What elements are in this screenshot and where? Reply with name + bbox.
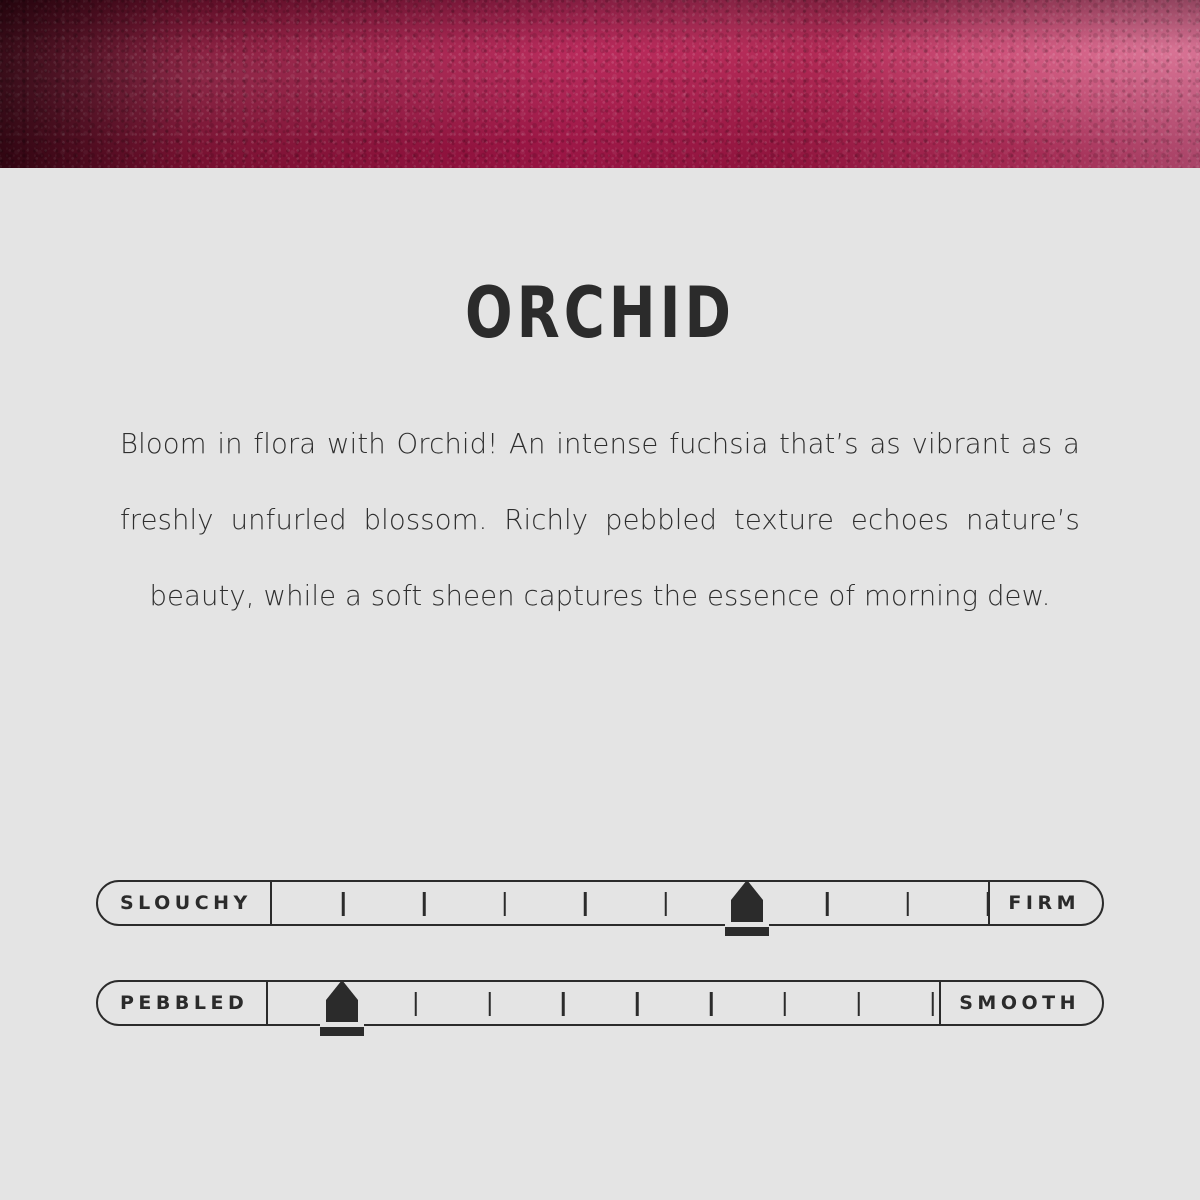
page-title: ORCHID (464, 272, 735, 354)
attribute-sliders (0, 880, 1200, 1080)
swatch-vignette (0, 0, 1200, 168)
slider-structure[interactable] (96, 880, 1104, 980)
slider-texture-ticks[interactable] (268, 982, 939, 1024)
tick (784, 992, 787, 1016)
tick (488, 992, 491, 1016)
handle-body (326, 1000, 358, 1022)
tick (423, 892, 426, 916)
handle-body (731, 900, 763, 922)
tick (857, 992, 860, 1016)
tick (826, 892, 829, 916)
handle-base (320, 1027, 364, 1036)
tick (503, 892, 506, 916)
slider-structure-right-label: FIRM (988, 882, 1102, 924)
tick (342, 892, 345, 916)
color-description: Bloom in flora with Orchid! An intense fuchsia that’s as vibrant as a freshly unfurled blossom. Richly pebbled texture echoes nature’s beauty, while a soft sheen captures the essence of morning dew. (120, 428, 1080, 612)
slider-texture[interactable] (96, 980, 1104, 1080)
handle-base (725, 927, 769, 936)
tick (710, 992, 713, 1016)
slider-texture-right-label: SMOOTH (939, 982, 1102, 1024)
slider-structure-handle[interactable] (725, 880, 769, 936)
leather-swatch-image (0, 0, 1200, 168)
tick (415, 992, 418, 1016)
tick (931, 992, 934, 1016)
slider-structure-left-label: SLOUCHY (98, 882, 272, 924)
handle-point-icon (731, 880, 763, 900)
tick (562, 992, 565, 1016)
slider-structure-ticks[interactable] (272, 882, 989, 924)
slider-structure-track[interactable] (96, 880, 1104, 926)
tick (636, 992, 639, 1016)
slider-texture-handle[interactable] (320, 980, 364, 1036)
tick (907, 892, 910, 916)
tick (987, 892, 990, 916)
tick (584, 892, 587, 916)
slider-texture-track[interactable] (96, 980, 1104, 1026)
handle-point-icon (326, 980, 358, 1000)
tick (665, 892, 668, 916)
slider-texture-left-label: PEBBLED (98, 982, 268, 1024)
